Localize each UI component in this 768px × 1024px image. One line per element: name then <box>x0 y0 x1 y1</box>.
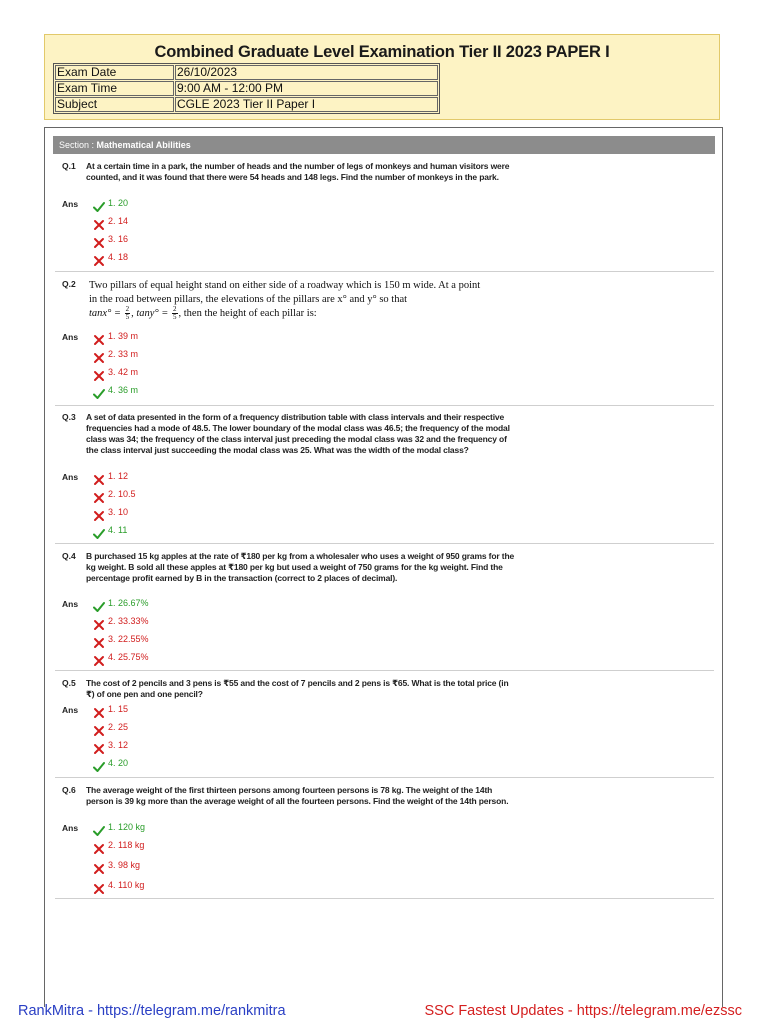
question-text: A set of data presented in the form of a frequency distribution table with class intervals and their respective frequencies had a mode of 48.5. The lower boundary of the modal class was 46.5; the frequency of the modal class was 34; the frequency of the class interval just preceding the modal class was 32 and the frequency of the class interval just succeeding the modal class was 25. What was the width of the modal class? <box>86 412 510 455</box>
question-number: Q.1 <box>62 161 76 171</box>
option-label: 3. 22.55% <box>108 634 149 644</box>
question-text: The average weight of the first thirteen persons among fourteen persons is 78 kg. The weight of the 14th person is 39 kg more than the average weight of all the fourteen persons. Find the weight of the 14th person. <box>86 785 509 806</box>
cross-icon <box>93 842 105 854</box>
section-name: Mathematical Abilities <box>96 140 191 150</box>
formula-tany: , tany° = <box>131 307 169 319</box>
divider <box>55 777 714 778</box>
option-label: 2. 33.33% <box>108 616 149 626</box>
info-key: Exam Date <box>55 65 174 80</box>
divider <box>55 670 714 671</box>
check-icon <box>93 200 105 212</box>
cross-icon <box>93 862 105 874</box>
option-label: 2. 118 kg <box>108 840 145 850</box>
info-row-date <box>55 65 438 80</box>
fraction: $\frac{2}{5}$ <box>125 305 130 321</box>
divider <box>55 898 714 899</box>
check-icon <box>93 600 105 612</box>
question-number: Q.5 <box>62 678 76 688</box>
question-text: At a certain time in a park, the number of heads and the number of legs of monkeys and human visitors were counted, and it was found that there were 54 heads and 148 legs. Find the number of monkeys in the park. <box>86 161 510 182</box>
option-label: 1. 15 <box>108 704 129 714</box>
option-label: 3. 16 <box>108 234 129 244</box>
cross-icon <box>93 636 105 648</box>
info-key: Subject <box>55 97 174 112</box>
ans-label: Ans <box>62 472 79 482</box>
info-value: 9:00 AM - 12:00 PM <box>175 81 438 96</box>
option-label: 1. 26.67% <box>108 598 149 608</box>
divider <box>55 543 714 544</box>
option-label: 4. 110 kg <box>108 880 145 890</box>
cross-icon <box>93 473 105 485</box>
cross-icon <box>93 724 105 736</box>
fraction: $\frac{2}{5}$ <box>173 305 177 321</box>
info-value: 26/10/2023 <box>175 65 438 80</box>
cross-icon <box>93 351 105 363</box>
question-number: Q.6 <box>62 785 76 795</box>
cross-icon <box>93 254 105 266</box>
option-label: 1. 120 kg <box>108 822 146 832</box>
option-label: 3. 42 m <box>108 367 139 377</box>
cross-icon <box>93 218 105 230</box>
info-row-subject <box>55 97 438 112</box>
ans-label: Ans <box>62 332 79 342</box>
question-text <box>89 279 529 321</box>
option-label: 2. 14 <box>108 216 129 226</box>
check-icon <box>93 824 105 836</box>
divider <box>55 271 714 272</box>
question-panel <box>44 127 723 1007</box>
question-formula <box>89 306 529 321</box>
footer-link-rankmitra[interactable]: RankMitra - https://telegram.me/rankmitra <box>18 1003 286 1019</box>
cross-icon <box>93 491 105 503</box>
option-label: 2. 25 <box>108 722 129 732</box>
question-text-line: Two pillars of equal height stand on either side of a roadway which is 150 m wide. At a point <box>89 280 481 291</box>
option-label: 3. 12 <box>108 740 129 750</box>
info-key: Exam Time <box>55 81 174 96</box>
cross-icon <box>93 706 105 718</box>
option-label: 4. 11 <box>108 525 128 535</box>
cross-icon <box>93 618 105 630</box>
formula-tanx: tanx° = <box>89 307 121 319</box>
divider <box>55 405 714 406</box>
info-row-time <box>55 81 438 96</box>
option-label: 4. 20 <box>108 758 129 768</box>
exam-title: Combined Graduate Level Examination Tier II 2023 PAPER I <box>154 43 610 61</box>
cross-icon <box>93 882 105 894</box>
ans-label: Ans <box>62 599 79 609</box>
option-label: 4. 25.75% <box>108 652 149 662</box>
option-label: 3. 10 <box>108 507 129 517</box>
question-number: Q.2 <box>62 279 76 289</box>
check-icon <box>93 387 105 399</box>
question-text: The cost of 2 pencils and 3 pens is ₹55 and the cost of 7 pencils and 2 pens is ₹65. What is the total price (in ₹) of one pen and one pencil? <box>86 678 509 699</box>
question-text: B purchased 15 kg apples at the rate of ₹180 per kg from a wholesaler who uses a weight of 950 grams for the kg weight. B sold all these apples at ₹180 per kg but used a weight of 750 grams for the kg weight. Find the percentage profit earned by B in the transaction (correct to 2 places of decimal). <box>86 551 515 583</box>
option-label: 4. 36 m <box>108 385 139 395</box>
cross-icon <box>93 333 105 345</box>
cross-icon <box>93 509 105 521</box>
formula-tail: , then the height of each pillar is: <box>178 307 317 319</box>
question-number: Q.3 <box>62 412 76 422</box>
ans-label: Ans <box>62 705 79 715</box>
exam-info-table <box>53 63 440 114</box>
option-label: 2. 33 m <box>108 349 139 359</box>
cross-icon <box>93 654 105 666</box>
ans-label: Ans <box>62 199 79 209</box>
exam-header <box>44 34 720 120</box>
info-value: CGLE 2023 Tier II Paper I <box>175 97 438 112</box>
option-label: 2. 10.5 <box>108 489 136 499</box>
cross-icon <box>93 369 105 381</box>
option-label: 4. 18 <box>108 252 129 262</box>
cross-icon <box>93 742 105 754</box>
ans-label: Ans <box>62 823 79 833</box>
option-label: 3. 98 kg <box>108 860 141 870</box>
section-prefix: Section : <box>59 140 97 150</box>
cross-icon <box>93 236 105 248</box>
section-header <box>53 136 715 154</box>
footer-link-ezssc[interactable]: SSC Fastest Updates - https://telegram.me/ezssc <box>424 1003 742 1019</box>
check-icon <box>93 760 105 772</box>
check-icon <box>93 527 105 539</box>
option-label: 1. 12 <box>108 471 129 481</box>
option-label: 1. 20 <box>108 198 129 208</box>
option-label: 1. 39 m <box>108 331 139 341</box>
question-number: Q.4 <box>62 551 76 561</box>
question-text-line: in the road between pillars, the elevations of the pillars are x° and y° so that <box>89 293 408 305</box>
